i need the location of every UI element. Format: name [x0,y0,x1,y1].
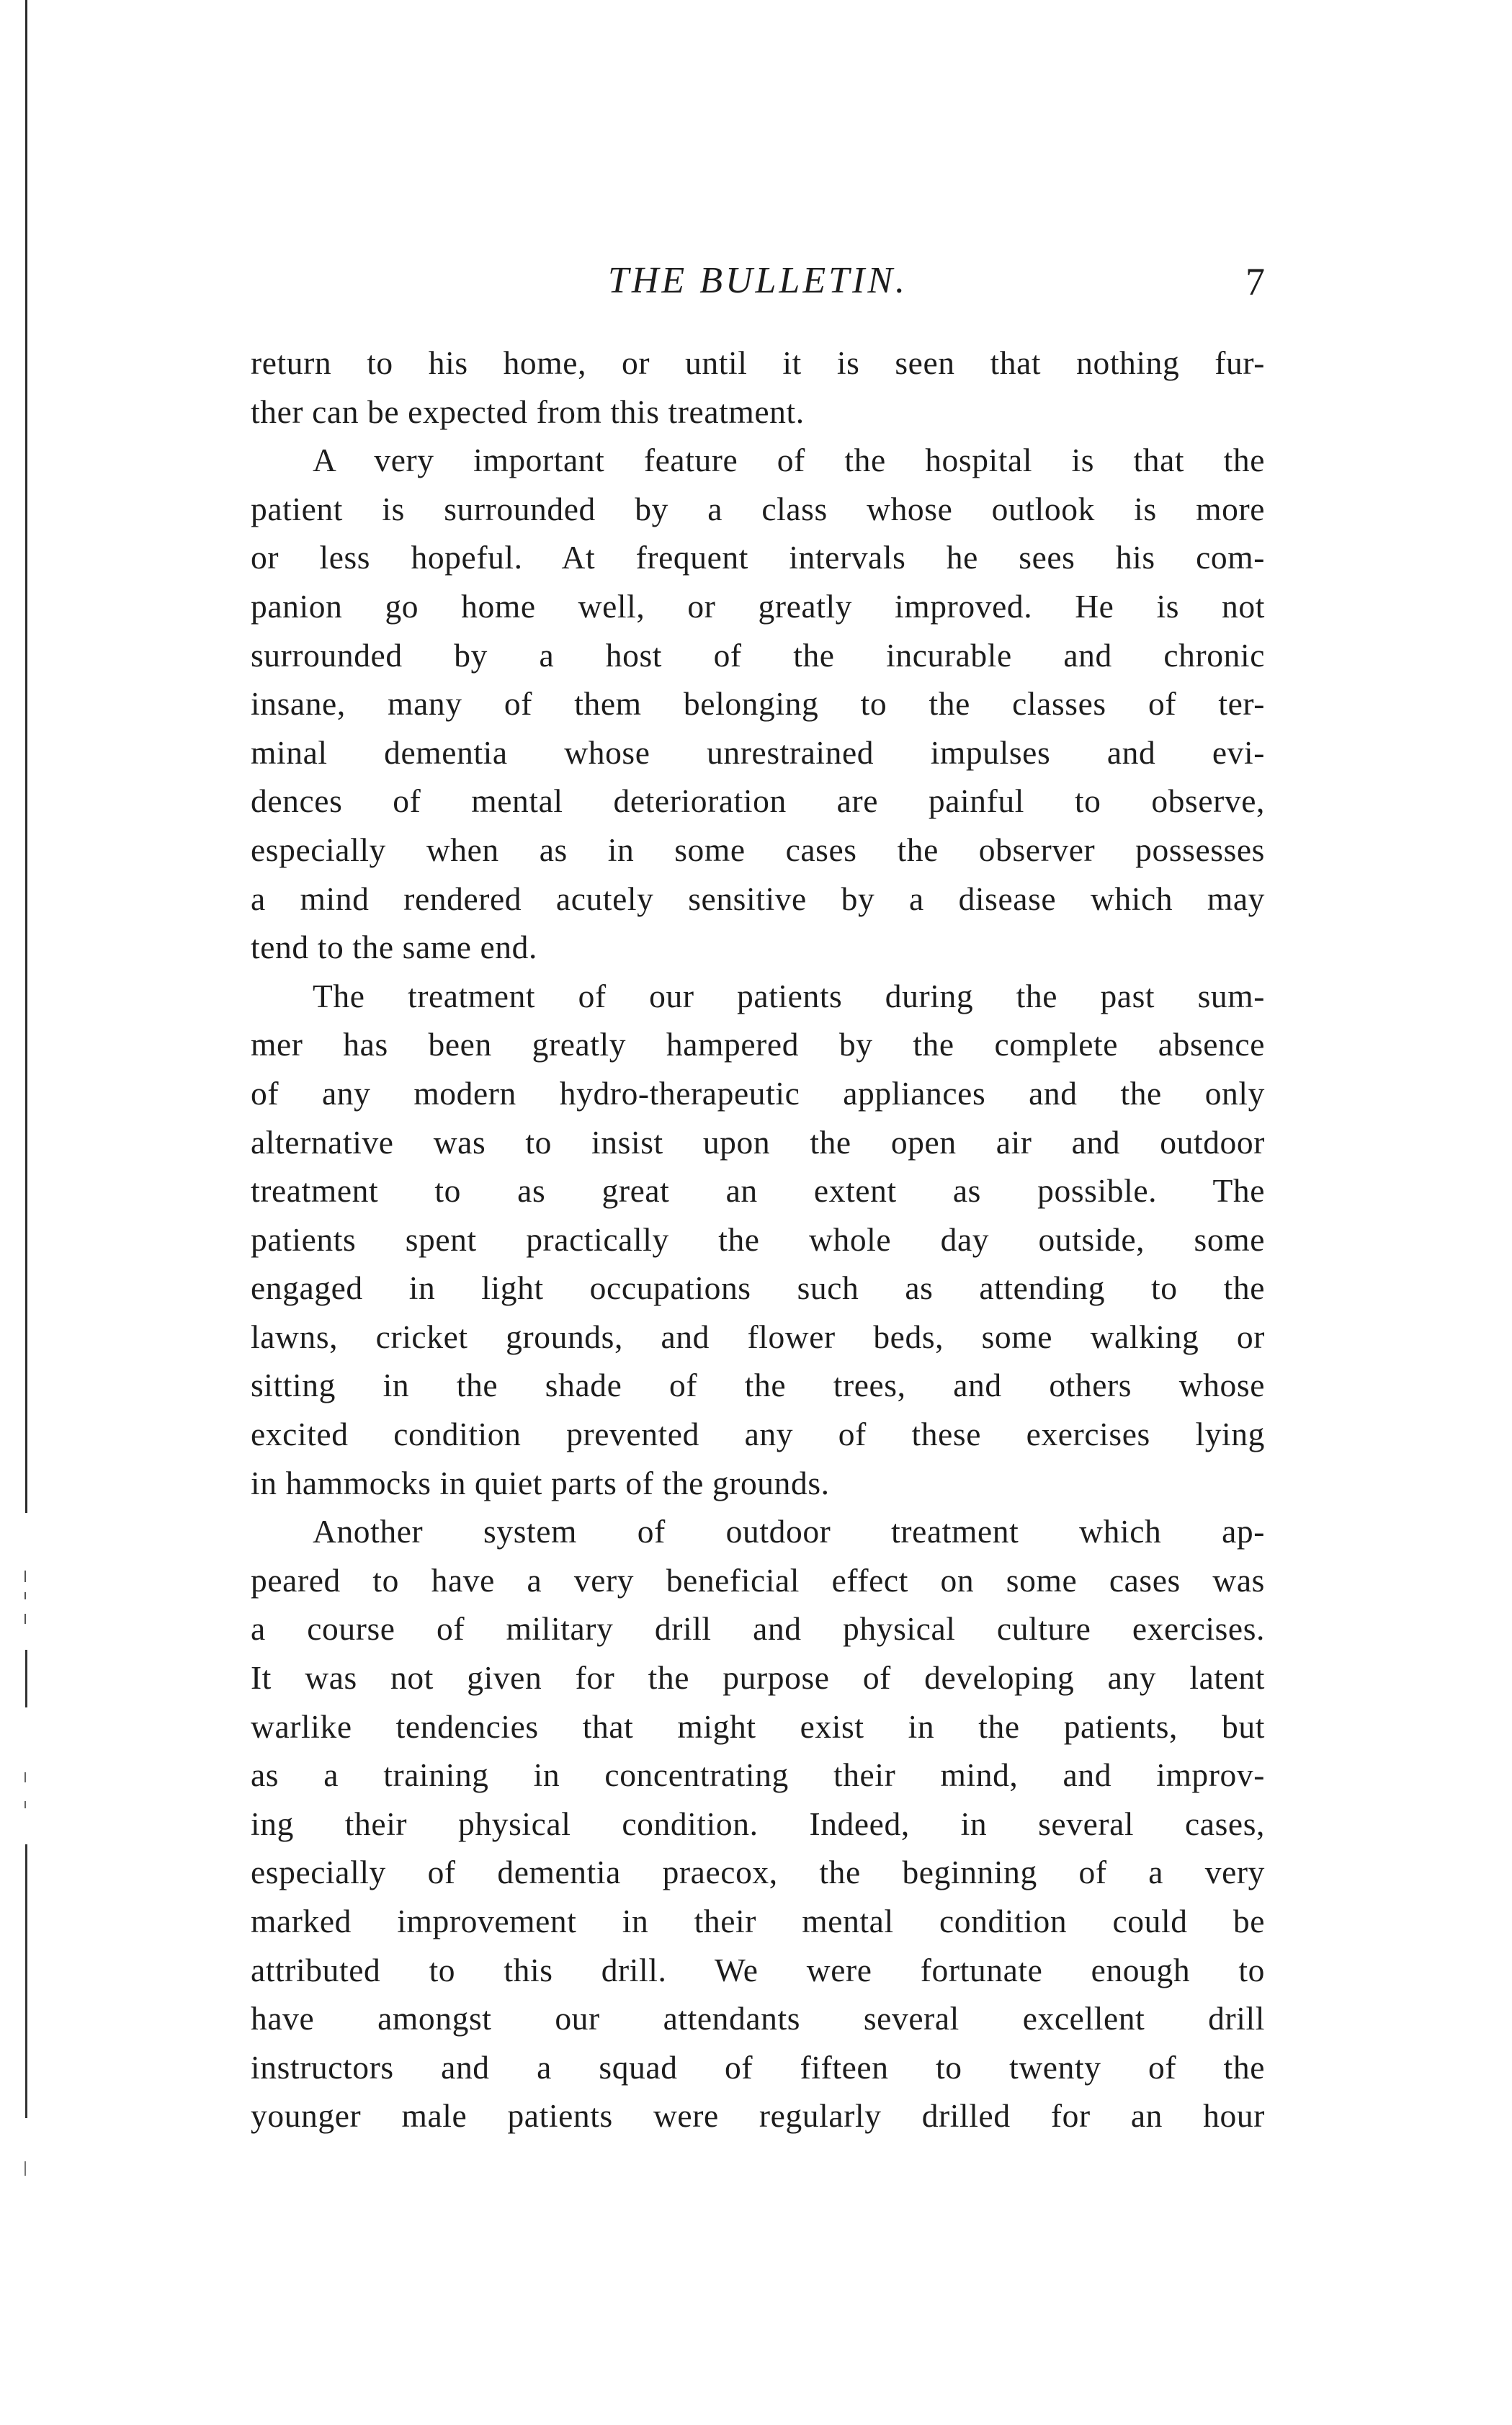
text-line: tend to the same end. [251,929,537,966]
text-line: have amongst our attendants several excellent drill [251,2000,1265,2037]
text-line: treatment to as great an extent as possible. The [251,1172,1265,1210]
text-line: younger male patients were regularly drilled for an hour [251,2097,1265,2135]
text-line: patient is surrounded by a class whose outlook is more [251,490,1265,527]
text-line: lawns, cricket grounds, and flower beds, some walking or [251,1318,1265,1355]
text-line: insane, many of them belonging to the classes of ter- [251,685,1265,723]
text-line: as a training in concentrating their mind, and improv- [251,1756,1265,1794]
text-line: Another system of outdoor treatment which ap- [313,1513,1265,1550]
text-line: return to his home, or until it is seen that nothing fur- [251,344,1265,381]
text-line: alternative was to insist upon the open air and outdoor [251,1123,1265,1161]
text-line: of any modern hydro-therapeutic appliances and the only [251,1074,1265,1112]
text-line: ing their physical condition. Indeed, in several cases, [251,1805,1265,1842]
text-line: minal dementia whose unrestrained impulses and evi- [251,733,1265,771]
running-head [251,259,1265,324]
text-line: warlike tendencies that might exist in the patients, but [251,1707,1265,1745]
text-line: surrounded by a host of the incurable and chronic [251,636,1265,674]
text-line: engaged in light occupations such as attending to the [251,1269,1265,1307]
running-title: THE BULLETIN. [607,260,908,301]
text-line: instructors and a squad of fifteen to twenty of the [251,2048,1265,2086]
text-line: marked improvement in their mental condition could be [251,1903,1265,1939]
text-line: in hammocks in quiet parts of the grounds. [251,1464,830,1501]
book-page [251,259,1265,2140]
body-text [251,339,1265,2140]
text-line: panion go home well, or greatly improved. He is not [251,587,1265,625]
text-line: especially of dementia praecox, the beginning of a very [251,1854,1265,1891]
page-number: 7 [1245,260,1265,303]
text-line: peared to have a very beneficial effect on some cases was [251,1561,1265,1599]
text-line: excited condition prevented any of these exercises lying [251,1416,1265,1453]
text-line: especially when as in some cases the observer possesses [251,831,1265,868]
text-line: The treatment of our patients during the past sum- [313,977,1265,1014]
text-line: patients spent practically the whole day outside, some [251,1220,1265,1258]
text-line: attributed to this drill. We were fortunate enough to [251,1951,1265,1988]
text-line: or less hopeful. At frequent intervals he sees his com- [251,539,1265,576]
text-line: dences of mental deterioration are painful to observe, [251,782,1265,820]
text-line: mer has been greatly hampered by the complete absence [251,1026,1265,1063]
text-line: A very important feature of the hospital is that the [313,442,1265,479]
text-line: sitting in the shade of the trees, and others whose [251,1367,1265,1404]
page-binding-edge [22,0,32,2425]
text-line: a course of military drill and physical culture exercises. [251,1610,1265,1648]
text-line: ther can be expected from this treatment. [251,393,805,430]
text-line: a mind rendered acutely sensitive by a disease which may [251,880,1265,917]
text-line: It was not given for the purpose of developing any latent [251,1659,1265,1697]
